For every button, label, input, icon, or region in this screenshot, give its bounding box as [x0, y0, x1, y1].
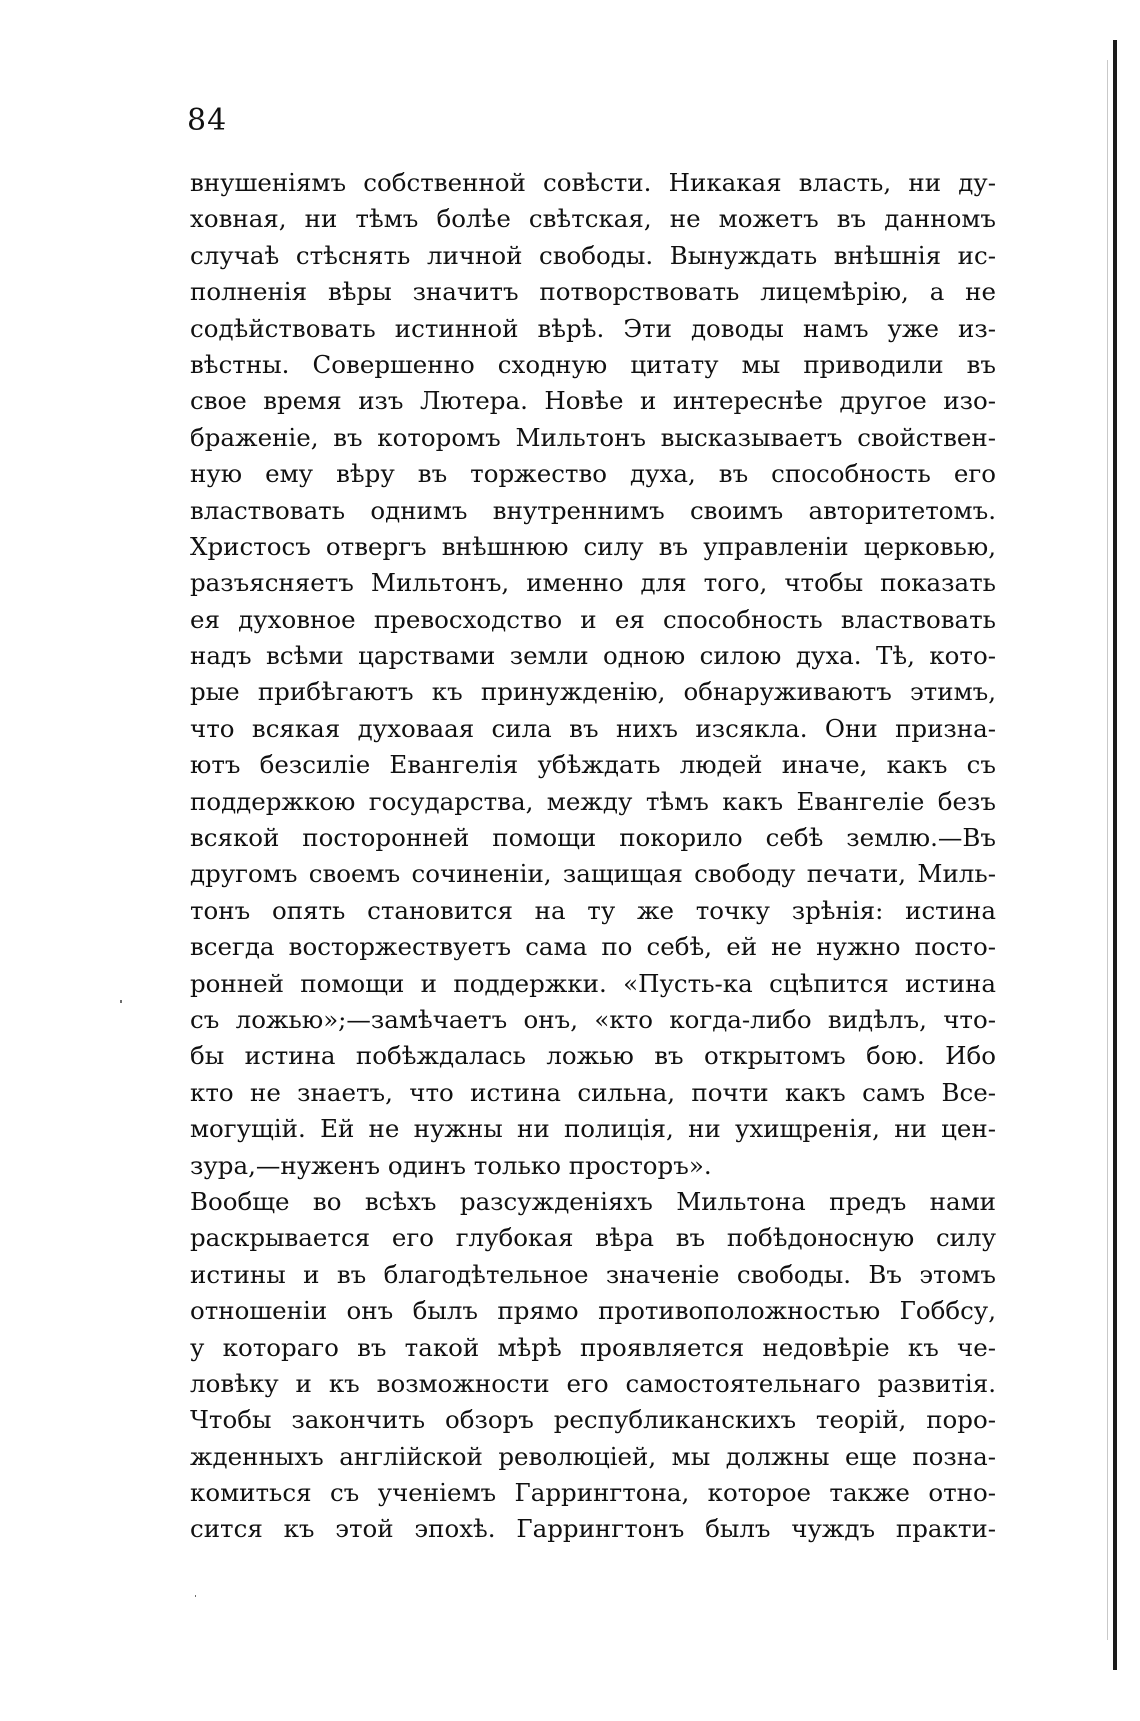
text-line: тонъ опять становится на ту же точку зрѣнія: истина — [190, 895, 996, 925]
text-line: отношеніи онъ былъ прямо противоположностью Гоббсу, — [190, 1296, 996, 1326]
page-edge-shadow — [1107, 60, 1108, 1640]
text-line: браженіе, въ которомъ Мильтонъ высказываетъ свойствен- — [190, 422, 996, 452]
text-line: комиться съ ученіемъ Гаррингтона, которое также отно- — [190, 1478, 996, 1508]
text-line: внушеніямъ собственной совѣсти. Никакая власть, ни ду- — [190, 168, 996, 197]
text-line: ховная, ни тѣмъ болѣе свѣтская, не можетъ въ данномъ — [190, 204, 996, 234]
page-edge-binding-line — [1113, 40, 1117, 1670]
text-line: содѣйствовать истинной вѣрѣ. Эти доводы намъ уже из- — [190, 313, 996, 343]
text-line: ную ему вѣру въ торжество духа, въ способность его — [190, 459, 996, 489]
text-line: ловѣку и къ возможности его самостоятельнаго развитія. — [190, 1368, 996, 1398]
text-line: Чтобы закончить обзоръ республиканскихъ теорій, поро- — [190, 1405, 996, 1435]
text-line: кто не знаетъ, что истина сильна, почти какъ самъ Все- — [190, 1077, 996, 1107]
text-line: рые прибѣгаютъ къ принужденію, обнаруживаютъ этимъ, — [190, 677, 996, 707]
text-line: свое время изъ Лютера. Новѣе и интереснѣе другое изо- — [190, 386, 996, 416]
text-line: ея духовное превосходство и ея способность властвовать — [190, 604, 996, 634]
text-line: что всякая духоваая сила въ нихъ изсякла. Они призна- — [190, 713, 996, 743]
text-line: всегда восторжествуетъ сама по себѣ, ей не нужно посто- — [190, 932, 996, 962]
text-line: случаѣ стѣснять личной свободы. Вынуждать внѣшнія ис- — [190, 240, 996, 270]
text-line: Христосъ отвергъ внѣшнюю силу въ управленіи церковью, — [190, 531, 996, 561]
print-speck — [195, 1595, 196, 1597]
text-line: бы истина побѣждалась ложью въ открытомъ бою. Ибо — [190, 1041, 996, 1071]
text-line: всякой посторонней помощи покорило себѣ землю.—Въ — [190, 823, 996, 853]
print-speck — [120, 1000, 122, 1003]
text-line: вѣстны. Совершенно сходную цитату мы приводили въ — [190, 349, 996, 379]
text-line: другомъ своемъ сочиненіи, защищая свободу печати, Миль- — [190, 859, 996, 889]
text-line: властвовать однимъ внутреннимъ своимъ авторитетомъ. — [190, 495, 996, 525]
text-line: ютъ безсиліе Евангелія убѣждать людей иначе, какъ съ — [190, 750, 996, 780]
text-line: могущій. Ей не нужны ни полиція, ни ухищренія, ни цен- — [190, 1114, 996, 1144]
text-line: Вообще во всѣхъ разсужденіяхъ Мильтона предъ нами — [190, 1186, 996, 1216]
text-line: раскрывается его глубокая вѣра въ побѣдоносную силу — [190, 1223, 996, 1253]
text-line: сится къ этой эпохѣ. Гаррингтонъ былъ чуждъ практи- — [190, 1514, 996, 1544]
text-line: съ ложью»;—замѣчаетъ онъ, «кто когда-либо видѣлъ, что- — [190, 1004, 996, 1034]
text-line: жденныхъ англійской революціей, мы должны еще позна- — [190, 1441, 996, 1471]
text-line: ронней помощи и поддержки. «Пусть-ка сцѣпится истина — [190, 968, 996, 998]
page-number: 84 — [187, 103, 228, 138]
text-line: истины и въ благодѣтельное значеніе свободы. Въ этомъ — [190, 1259, 996, 1289]
body-text — [190, 165, 996, 1548]
text-line: зура,—нуженъ одинъ только просторъ». — [190, 1150, 712, 1180]
text-line: полненія вѣры значитъ потворствовать лицемѣрію, а не — [190, 277, 996, 307]
text-line: у котораго въ такой мѣрѣ проявляется недовѣріе къ че- — [190, 1332, 996, 1362]
text-line: поддержкою государства, между тѣмъ какъ Евангеліе безъ — [190, 786, 996, 816]
text-line: разъясняетъ Мильтонъ, именно для того, чтобы показать — [190, 568, 996, 598]
text-line: надъ всѣми царствами земли одною силою духа. Тѣ, кото- — [190, 641, 996, 671]
